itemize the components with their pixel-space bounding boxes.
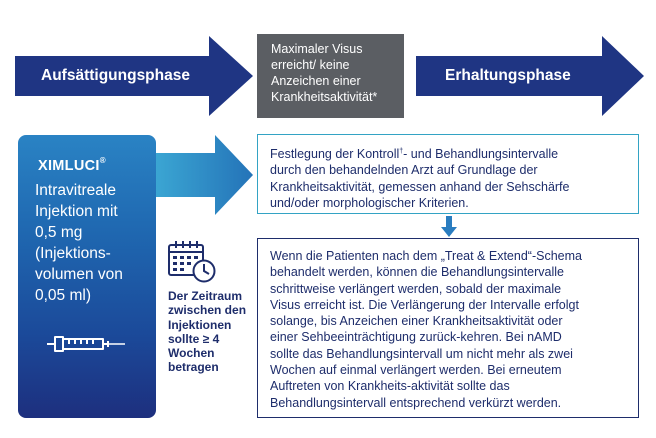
description-line: Intravitreale (35, 181, 116, 199)
note-line: zwischen den (168, 303, 247, 318)
box2-line: sollte das Behandlungsintervall um nicht mehr als zwei (270, 346, 573, 361)
loading-phase-label: Aufsättigungsphase (41, 67, 190, 84)
box1-line: Krankheitsaktivität, gemessen anhand der Sehschärfe (270, 179, 570, 194)
box2-line: behandelt werden, können die Behandlungsintervalle (270, 265, 564, 280)
treat-extend-box (257, 238, 639, 418)
box1-line: durch den behandelnden Arzt auf Grundlage der (270, 163, 538, 178)
control-interval-box (257, 134, 639, 214)
product-card (18, 135, 156, 418)
box1-line: Festlegung der Kontroll†- und Behandlungsintervalle (270, 147, 559, 162)
milestone-line: erreicht/ keine (271, 58, 350, 72)
maintenance-phase-label: Erhaltungsphase (445, 67, 571, 84)
box2-line: Auftreten von Krankheits-aktivität sollte das (270, 379, 510, 394)
milestone-line: Maximaler Visus (271, 42, 363, 56)
description-line: Injektion mit (35, 202, 118, 220)
box1-line: und/oder morphologischer Kriterien. (270, 196, 469, 211)
box2-line: schrittweise verlängert werden, sobald der maximale (270, 281, 562, 296)
flow-arrow (155, 135, 255, 215)
milestone-box (257, 34, 404, 118)
note-line: sollte ≥ 4 (168, 331, 220, 346)
note-line: betragen (168, 360, 219, 375)
description-line: (Injektions- (35, 244, 111, 262)
box2-line: solange, bis Anzeichen einer Krankheitsaktivität oder (270, 314, 563, 329)
product-name: XIMLUCI® (38, 156, 106, 174)
calendar-clock-icon (167, 240, 219, 286)
down-arrow-icon (441, 216, 457, 238)
box2-line: einer Sehbeeinträchtigung zurück-kehren. Bei nAMD (270, 330, 562, 345)
product-description (35, 180, 156, 306)
milestone-line: Anzeichen einer (271, 74, 361, 88)
box2-line: Wochen auf einmal verlängert werden. Bei erneutem (270, 363, 562, 378)
interval-note (168, 289, 246, 375)
note-line: Wochen (168, 346, 215, 361)
box2-line: Behandlungsintervall entsprechend verkürzt werden. (270, 395, 562, 410)
box2-line: Visus erreicht ist. Die Verlängerung der Intervalle erfolgt (270, 297, 579, 312)
milestone-line: Krankheitsaktivität* (271, 90, 378, 104)
syringe-icon (46, 331, 126, 357)
description-line: 0,5 mg (35, 223, 83, 241)
description-line: 0,05 ml) (35, 286, 91, 304)
box2-line: Wenn die Patienten nach dem „Treat & Extend“-Schema (270, 249, 582, 263)
note-line: Der Zeitraum (168, 289, 243, 303)
description-line: volumen von (35, 265, 123, 283)
note-line: Injektionen (168, 317, 232, 332)
